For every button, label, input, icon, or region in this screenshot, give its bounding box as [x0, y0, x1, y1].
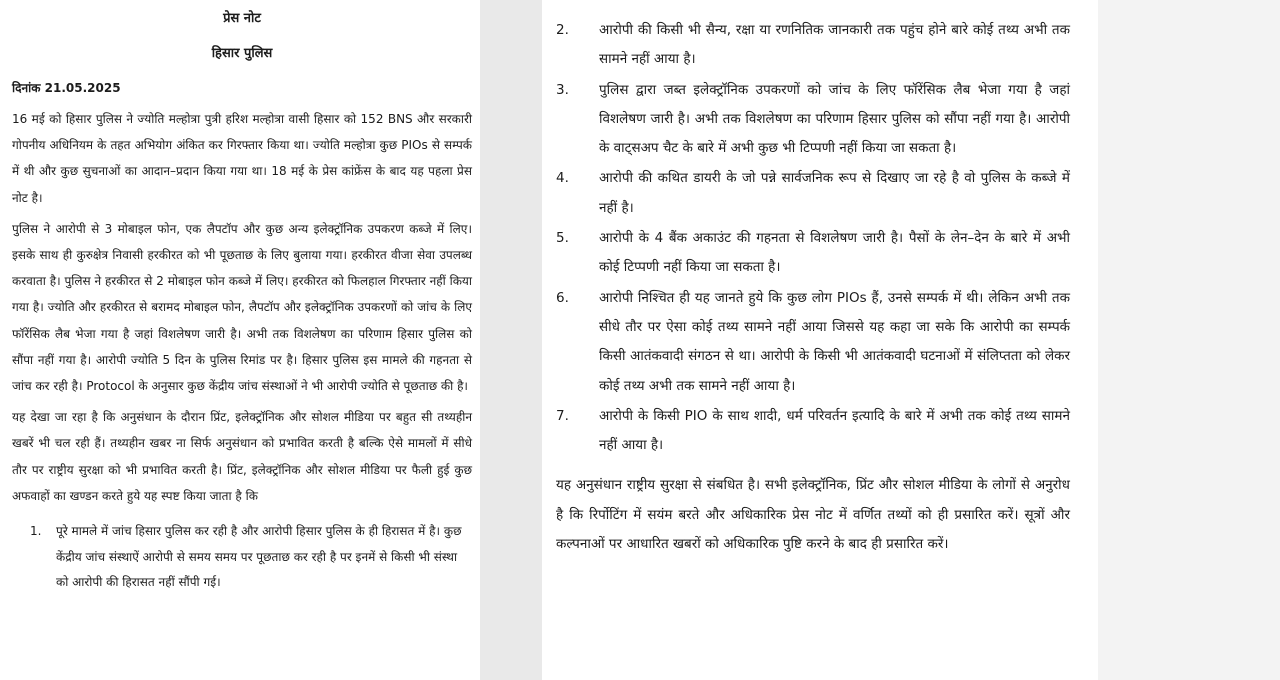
- document-page-2: [542, 0, 1098, 680]
- list-item-number: 2.: [556, 22, 569, 38]
- list-item: [556, 76, 1070, 164]
- list-item-number: 1.: [30, 524, 42, 539]
- list-item-text: आरोपी की किसी भी सैन्य, रक्षा या रणनितिक जानकारी तक पहुंच होने बारे कोई तथ्य अभी तक सामने नहीं आया है।: [599, 22, 1070, 68]
- right-margin: [1098, 0, 1280, 680]
- list-item-text: आरोपी निश्चित ही यह जानते हुये कि कुछ लोग PIOs हैं, उनसे सम्पर्क में थी। लेकिन अभी तक सीधे तौर पर ऐसा कोई तथ्य सामने नहीं आया जिससे यह कहा जा सके कि आरोपी का सम्पर्क किसी आतंकवादी संगठन से था। आरोपी के किसी भी आतंकवादी घटनाओं में संलिप्तता को लेकर कोई तथ्य अभी तक सामने नहीं आया है।: [599, 289, 1070, 394]
- list-item-number: 5.: [556, 230, 569, 247]
- list-item-number: 4.: [556, 170, 569, 187]
- document-page-1: [0, 0, 480, 680]
- document-date: दिनांक 21.05.2025: [12, 81, 121, 95]
- paragraph-arrest: 16 मई को हिसार पुलिस ने ज्योति मल्होत्रा पुत्री हरिश मल्होत्रा वासी हिसार को 152 BNS और सरकारी गोपनीय अधिनियम के तहत अभियोग अंकित कर गिरफ्तार किया था। ज्योति मल्होत्रा कुछ PIOs से सम्पर्क में थी और कुछ सुचनाओं का आदान–प्रदान किया गया था। 18 मई के प्रेस कांफ्रेंस के बाद यह पहला प्रेस नोट है।: [12, 112, 472, 205]
- issuer-title: हिसार पुलिस: [211, 46, 273, 61]
- list-item-text: आरोपी के 4 बैंक अकाउंट की गहनता से विशलेषण जारी है। पैसों के लेन–देन के बारे में अभी कोई टिप्पणी नहीं किया जा सकता है।: [599, 230, 1070, 276]
- clarification-list-part-1: [12, 519, 472, 596]
- paragraph-seizure: पुलिस ने आरोपी से 3 मोबाइल फोन, एक लैपटॉप और कुछ अन्य इलेक्ट्रॉनिक उपकरण कब्जे में लिए। इसके साथ ही कुरुक्षेत्र निवासी हरकीरत को भी पूछताछ के लिए बुलाया गया। हरकीरत वीजा सेवा उपलब्ध करवाता है। पुलिस ने हरकीरत से 2 मोबाइल फोन कब्जे में लिए। हरकीरत को फिलहाल गिरफ्तार नहीं किया गया है। ज्योति और हरकीरत से बरामद मोबाइल फोन, लैपटॉप और इलेक्ट्रॉनिक उपकरणों को जांच के लिए फॉरेंसिक लैब भेजा गया है जहां विशलेषण जारी है। अभी तक विशलेषण का परिणाम हिसार पुलिस को सौंपा नहीं गया है। आरोपी ज्योति 5 दिन के पुलिस रिमांड पर है। हिसार पुलिस इस मामले की गहनता से जांच कर रही है। Protocol के अनुसार कुछ केंद्रीय जांच संस्थाओं ने भी आरोपी ज्योति से पूछताछ की है।: [12, 221, 472, 394]
- list-item-text: आरोपी के किसी PIO के साथ शादी, धर्म परिवर्तन इत्यादि के बारे में अभी तक कोई तथ्य सामने नहीं आया है।: [599, 407, 1070, 454]
- list-item-text: पुलिस द्वारा जब्त इलेक्ट्रॉनिक उपकरणों को जांच के लिए फॉरेंसिक लैब भेजा गया है जहां विशलेषण जारी है। अभी तक विशलेषण का परिणाम हिसार पुलिस को सौंपा नहीं गया है। आरोपी के वाट्सअप चैट के बारे में अभी कुछ भी टिप्पणी नहीं किया जा सकता है।: [599, 81, 1070, 157]
- list-item-text: आरोपी की कथित डायरी के जो पन्ने सार्वजनिक रूप से दिखाए जा रहे है वो पुलिस के कब्जे में नहीं है।: [599, 170, 1070, 216]
- list-item: [556, 224, 1070, 283]
- list-item: [556, 16, 1070, 75]
- closing-paragraph: यह अनुसंधान राष्ट्रीय सुरक्षा से संबधित है। सभी इलेक्ट्रॉनिक, प्रिंट और सोशल मीडिया के लोगों से अनुरोध है कि रिर्पोटिंग में सयंम बरते और अधिकारिक प्रेस नोट में वर्णित तथ्यों को ही प्रसारित करें। सूत्रों और कल्पनाओं पर आधारित खबरों को अधिकारिक पुष्टि करने के बाद ही प्रसारित करें।: [556, 477, 1070, 553]
- press-note-title: प्रेस नोट: [223, 11, 261, 26]
- page-gap: [480, 0, 542, 680]
- list-item: [556, 402, 1070, 461]
- clarification-list-part-2: [556, 16, 1070, 460]
- list-item: [12, 519, 472, 596]
- paragraph-rumors: यह देखा जा रहा है कि अनुसंधान के दौरान प्रिंट, इलेक्ट्रॉनिक और सोशल मीडिया पर बहुत सी तथ्यहीन खबरें भी चल रही हैं। तथ्यहीन खबर ना सिर्फ अनुसंधान को प्रभावित करती है बल्कि ऐसे मामलों में सीधे तौर पर राष्ट्रीय सुरक्षा को भी प्रभावित करती है। प्रिंट, इलेक्ट्रॉनिक और सोशल मीडिया पर फैली हुई कुछ अफवाहों का खण्डन करते हुये यह स्पष्ट किया जाता है कि: [12, 410, 472, 503]
- list-item: [556, 164, 1070, 223]
- list-item: [556, 284, 1070, 401]
- list-item-number: 3.: [556, 81, 569, 98]
- list-item-text: पूरे मामले में जांच हिसार पुलिस कर रही है और आरोपी हिसार पुलिस के ही हिरासत में है। कुछ केंद्रीय जांच संस्थाऐं आरोपी से समय समय पर पूछताछ कर रही है पर इनमें से किसी भी संस्था को आरोपी की हिरासत नहीं सौंपी गई।: [56, 524, 462, 590]
- list-item-number: 6.: [556, 289, 569, 306]
- list-item-number: 7.: [556, 407, 569, 424]
